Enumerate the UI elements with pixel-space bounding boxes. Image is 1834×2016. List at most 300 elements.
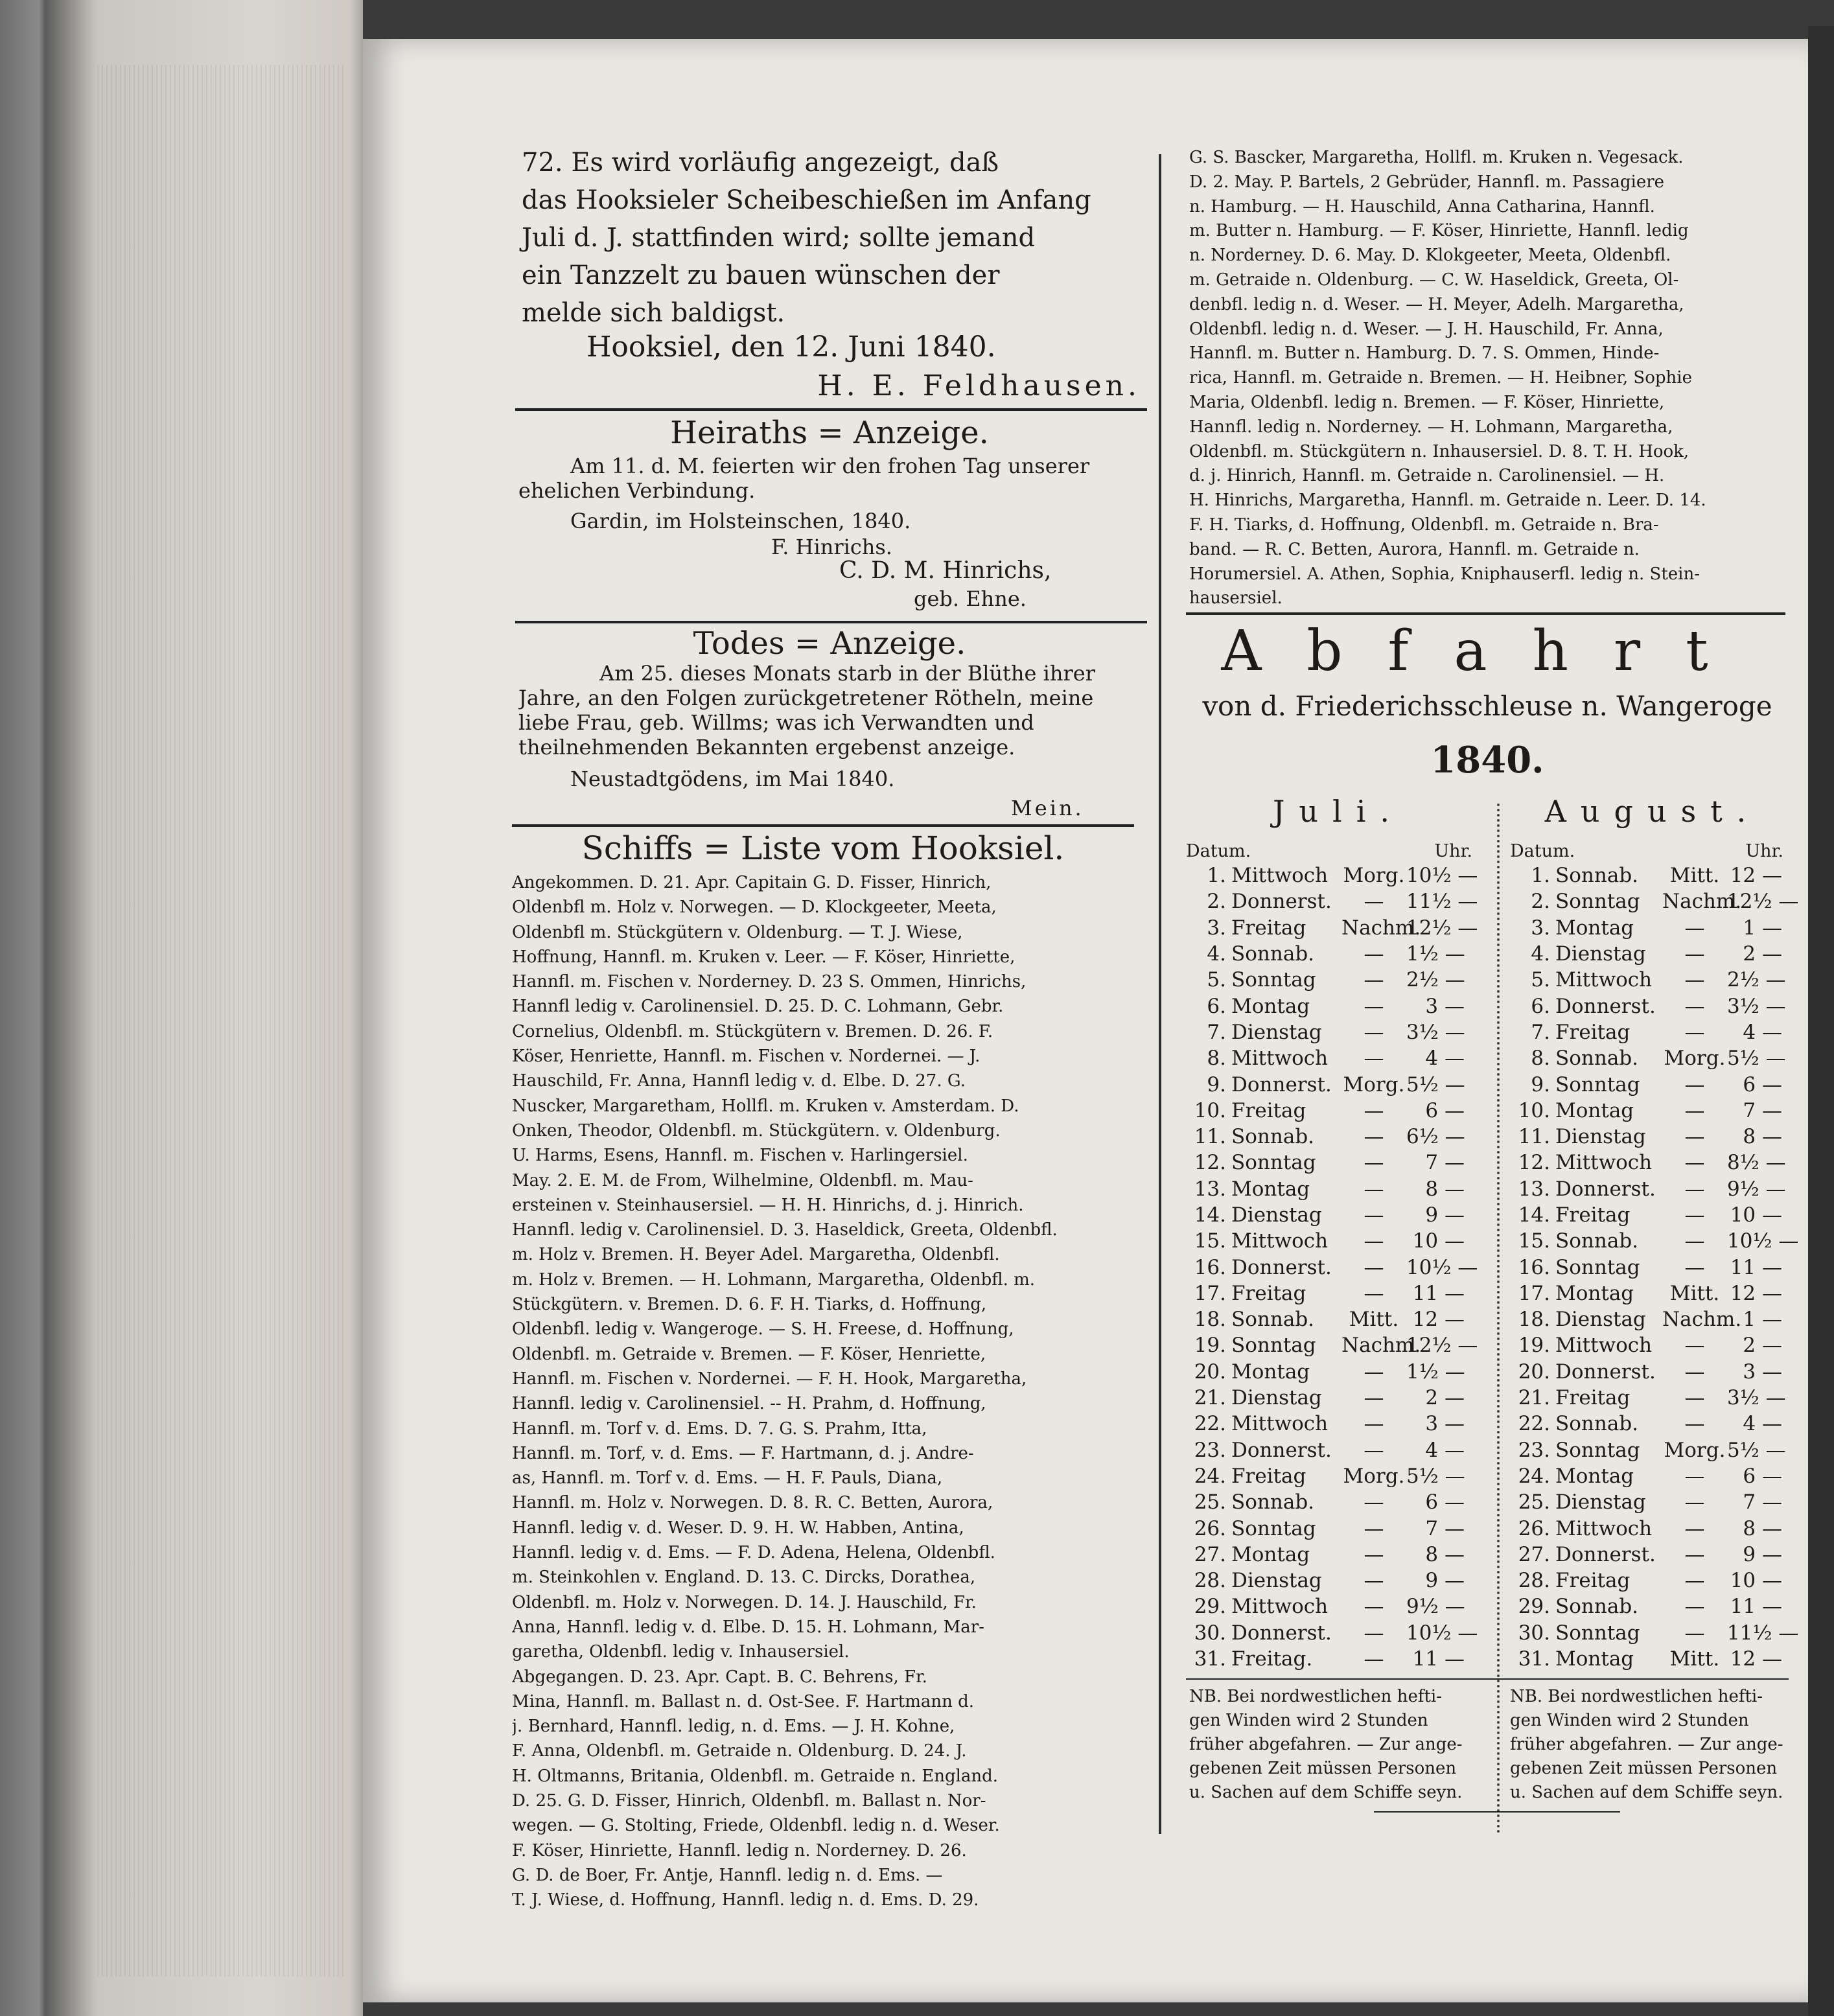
row-hour: 7 —	[1425, 1151, 1465, 1175]
row-hour: 6 —	[1743, 1464, 1782, 1488]
row-date-number: 18.	[1518, 1308, 1550, 1332]
row-time-of-day: —	[1364, 1125, 1384, 1149]
row-date-number: 20.	[1194, 1360, 1226, 1384]
row-time-of-day: —	[1684, 1516, 1705, 1540]
row-date-number: 19.	[1518, 1334, 1550, 1358]
row-hour: 10½ —	[1727, 1229, 1799, 1253]
table-row	[1510, 1071, 1795, 1097]
row-date-number: 27.	[1194, 1542, 1226, 1566]
ship-list-line: Hannfl. ledig v. d. Ems. — F. D. Adena, Helena, Oldenbfl.	[512, 1543, 995, 1563]
row-date-number: 25.	[1194, 1490, 1226, 1514]
row-date-number: 30.	[1194, 1621, 1226, 1645]
table-row	[1186, 1437, 1491, 1463]
ship-list-line: Stückgütern. v. Bremen. D. 6. F. H. Tiarks, d. Hoffnung,	[512, 1295, 987, 1315]
row-hour: 6 —	[1743, 1072, 1782, 1096]
table-row	[1510, 1385, 1795, 1411]
table-row	[1186, 1463, 1491, 1489]
row-date-number: 12.	[1518, 1151, 1550, 1175]
notice-72-date: Hooksiel, den 12. Juni 1840.	[586, 330, 996, 364]
row-weekday: Sonnab.	[1231, 942, 1315, 966]
nb-line: NB. Bei nordwestlichen hefti-	[1189, 1687, 1442, 1706]
row-hour: 11 —	[1730, 1595, 1782, 1619]
text-line: Jahre, an den Folgen zurückgetretener Rötheln, meine	[518, 686, 1094, 710]
row-time-of-day: —	[1684, 1098, 1705, 1122]
table-row	[1186, 1071, 1491, 1097]
row-weekday: Donnerst.	[1555, 1360, 1656, 1384]
table-row	[1186, 1385, 1491, 1411]
row-weekday: Freitag	[1231, 1281, 1306, 1305]
table-header	[1186, 839, 1491, 863]
row-time-of-day: —	[1684, 1621, 1705, 1645]
row-date-number: 21.	[1518, 1386, 1550, 1410]
row-weekday: Mittwoch	[1231, 1229, 1329, 1253]
ship-list-line: m. Getraide n. Oldenburg. — C. W. Haseldick, Greeta, Ol-	[1189, 270, 1679, 290]
row-weekday: Montag	[1555, 1647, 1634, 1671]
abfahrt-title: Abfahrt	[1221, 619, 1754, 684]
row-hour: 10 —	[1412, 1229, 1465, 1253]
row-hour: 2½ —	[1406, 968, 1465, 992]
row-time-of-day: —	[1684, 1490, 1705, 1514]
row-hour: 12 —	[1730, 864, 1782, 888]
nb-line: früher abgefahren. — Zur ange-	[1189, 1735, 1463, 1754]
row-weekday: Dienstag	[1555, 1125, 1646, 1149]
text-line: theilnehmenden Bekannten ergebenst anzeige.	[518, 735, 1016, 759]
row-time-of-day: Morg.	[1343, 864, 1405, 888]
table-row	[1186, 1306, 1491, 1332]
table-row	[1510, 1411, 1795, 1437]
row-hour: 4 —	[1743, 1412, 1782, 1436]
row-hour: 11½ —	[1727, 1621, 1799, 1645]
row-weekday: Sonnab.	[1555, 864, 1639, 888]
row-weekday: Mittwoch	[1231, 1412, 1329, 1436]
schiffs-heading: Schiffs = Liste vom Hooksiel.	[581, 829, 1065, 867]
section-rule	[512, 824, 1134, 827]
header-datum: Datum.	[1510, 840, 1575, 861]
ship-list-line: Maria, Oldenbfl. ledig n. Bremen. — F. Köser, Hinriette,	[1189, 392, 1665, 412]
row-weekday: Sonntag	[1231, 968, 1316, 992]
table-row	[1510, 1019, 1795, 1045]
row-hour: 9 —	[1425, 1203, 1465, 1227]
row-weekday: Sonnab.	[1231, 1490, 1315, 1514]
table-row	[1510, 1646, 1795, 1672]
heiraths-place: Gardin, im Holsteinschen, 1840.	[570, 509, 911, 533]
ship-list-line: Köser, Henriette, Hannfl. m. Fischen v. Nordernei. — J.	[512, 1047, 981, 1067]
table-row	[1510, 1202, 1795, 1228]
row-time-of-day: —	[1364, 1412, 1384, 1436]
row-time-of-day: —	[1364, 1020, 1384, 1044]
section-rule	[1186, 1678, 1789, 1680]
row-weekday: Montag	[1555, 1098, 1634, 1122]
ship-list-line: Hannfl. m. Fischen v. Norderney. D. 23 S. Ommen, Hinrichs,	[512, 972, 1027, 992]
notice-line: 72. Es wird vorläufig angezeigt, daß	[522, 148, 999, 178]
table-row	[1510, 1542, 1795, 1568]
row-time-of-day: Mitt.	[1349, 1308, 1399, 1332]
row-weekday: Freitag	[1555, 1020, 1631, 1044]
row-date-number: 24.	[1194, 1464, 1226, 1488]
row-weekday: Montag	[1231, 1177, 1310, 1201]
row-time-of-day: —	[1684, 1569, 1705, 1593]
ship-list-line: Hannfl. m. Butter n. Hamburg. D. 7. S. Ommen, Hinde-	[1189, 343, 1660, 364]
row-hour: 12 —	[1730, 1281, 1782, 1305]
row-weekday: Sonnab.	[1555, 1412, 1639, 1436]
schedule-july	[1186, 794, 1491, 1672]
row-weekday: Donnerst.	[1555, 1177, 1656, 1201]
ship-list-line: Cornelius, Oldenbfl. m. Stückgütern v. Bremen. D. 26. F.	[512, 1021, 993, 1041]
row-weekday: Freitag	[1555, 1386, 1631, 1410]
row-time-of-day: —	[1684, 1464, 1705, 1488]
row-time-of-day: Mitt.	[1669, 864, 1720, 888]
row-weekday: Freitag	[1231, 916, 1306, 940]
row-date-number: 15.	[1194, 1229, 1226, 1253]
table-row	[1186, 1098, 1491, 1124]
row-date-number: 17.	[1518, 1281, 1550, 1305]
row-weekday: Mittwoch	[1231, 1047, 1329, 1071]
row-date-number: 26.	[1518, 1516, 1550, 1540]
row-date-number: 6.	[1531, 994, 1550, 1018]
ship-list-line: m. Butter n. Hamburg. — F. Köser, Hinriette, Hannfl. ledig	[1189, 221, 1689, 241]
table-row	[1186, 1332, 1491, 1358]
row-hour: 2 —	[1425, 1386, 1465, 1410]
row-date-number: 22.	[1518, 1412, 1550, 1436]
row-date-number: 19.	[1194, 1334, 1226, 1358]
row-hour: 4 —	[1425, 1047, 1465, 1071]
table-row	[1186, 1202, 1491, 1228]
nb-line: gebenen Zeit müssen Personen	[1510, 1759, 1778, 1778]
table-row	[1510, 863, 1795, 888]
row-date-number: 1.	[1207, 864, 1226, 888]
notice-72-signature: H. E. Feldhausen.	[817, 369, 1141, 402]
table-row	[1510, 1150, 1795, 1176]
ship-list-line: m. Holz v. Bremen. H. Beyer Adel. Margaretha, Oldenbfl.	[512, 1245, 1000, 1265]
table-row	[1186, 1150, 1491, 1176]
table-row	[1186, 967, 1491, 993]
ship-list-line: Oldenbfl m. Holz v. Norwegen. — D. Klockgeeter, Meeta,	[512, 898, 997, 918]
row-hour: 2 —	[1743, 1334, 1782, 1358]
row-hour: 10½ —	[1406, 1621, 1478, 1645]
row-date-number: 29.	[1194, 1595, 1226, 1619]
row-weekday: Dienstag	[1231, 1386, 1322, 1410]
heiraths-text	[518, 454, 1147, 503]
row-time-of-day: —	[1684, 1229, 1705, 1253]
row-time-of-day: —	[1364, 968, 1384, 992]
row-weekday: Donnerst.	[1231, 1621, 1332, 1645]
nb-line: gen Winden wird 2 Stunden	[1189, 1711, 1428, 1730]
ship-list-line: Hannfl ledig v. Carolinensiel. D. 25. D. C. Lohmann, Gebr.	[512, 997, 1004, 1017]
row-hour: 10½ —	[1406, 864, 1478, 888]
row-weekday: Sonntag	[1555, 1255, 1640, 1279]
row-weekday: Mittwoch	[1555, 968, 1653, 992]
table-row	[1510, 1280, 1795, 1306]
ship-list-line: hausersiel.	[1189, 588, 1283, 608]
ship-list-line: Hannfl. m. Torf, v. d. Ems. — F. Hartmann, d. j. Andre-	[512, 1443, 974, 1463]
abfahrt-subtitle: von d. Friederichsschleuse n. Wangeroge	[1202, 690, 1772, 722]
notice-72	[522, 144, 1147, 332]
ship-list-line: wegen. — G. Stolting, Friede, Oldenbfl. ledig n. d. Weser.	[512, 1816, 1000, 1836]
nb-line: u. Sachen auf dem Schiffe seyn.	[1510, 1783, 1783, 1802]
ship-list-line: Oldenbfl. ledig n. d. Weser. — J. H. Hauschild, Fr. Anna,	[1189, 319, 1664, 339]
ship-list-line: ersteinen v. Steinhausersiel. — H. H. Hinrichs, d. j. Hinrich.	[512, 1195, 1024, 1215]
text-line: Am 25. dieses Monats starb in der Blüthe ihrer	[599, 661, 1095, 686]
row-time-of-day: —	[1364, 1098, 1384, 1122]
section-rule	[515, 621, 1147, 623]
ship-list-line: Nuscker, Margaretham, Hollfl. m. Kruken v. Amsterdam. D.	[512, 1096, 1019, 1116]
row-weekday: Freitag	[1555, 1203, 1631, 1227]
row-time-of-day: Morg.	[1343, 1072, 1405, 1096]
table-row	[1510, 1359, 1795, 1385]
row-time-of-day: Morg.	[1664, 1438, 1726, 1462]
ship-list-line: D. 2. May. P. Bartels, 2 Gebrüder, Hannfl. m. Passagiere	[1189, 172, 1665, 192]
table-row	[1510, 915, 1795, 941]
table-row	[1510, 967, 1795, 993]
ship-list-line: H. Hinrichs, Margaretha, Hannfl. m. Getraide n. Leer. D. 14.	[1189, 491, 1706, 511]
table-row	[1510, 993, 1795, 1019]
row-date-number: 31.	[1194, 1647, 1226, 1671]
row-hour: 5½ —	[1727, 1438, 1786, 1462]
row-hour: 8 —	[1425, 1177, 1465, 1201]
text-line: Am 11. d. M. feierten wir den frohen Tag unserer	[570, 454, 1090, 478]
table-row	[1510, 1124, 1795, 1150]
row-weekday: Mittwoch	[1231, 864, 1329, 888]
table-row	[1186, 1254, 1491, 1280]
table-row	[1510, 888, 1799, 914]
table-row	[1186, 1411, 1491, 1437]
row-time-of-day: —	[1364, 1595, 1384, 1619]
row-weekday: Dienstag	[1555, 1308, 1646, 1332]
row-date-number: 1.	[1531, 864, 1550, 888]
row-time-of-day: —	[1684, 1595, 1705, 1619]
text-line: liebe Frau, geb. Willms; was ich Verwandten und	[518, 710, 1034, 735]
table-row	[1510, 1228, 1799, 1254]
row-weekday: Freitag	[1555, 1569, 1631, 1593]
ship-list-line: Hannfl. ledig n. Norderney. — H. Lohmann, Margaretha,	[1189, 417, 1673, 437]
row-time-of-day: —	[1684, 968, 1705, 992]
row-time-of-day: —	[1684, 1203, 1705, 1227]
row-date-number: 4.	[1531, 942, 1550, 966]
row-date-number: 30.	[1518, 1621, 1550, 1645]
row-date-number: 21.	[1194, 1386, 1226, 1410]
row-hour: 3½ —	[1727, 1386, 1786, 1410]
row-date-number: 2.	[1207, 890, 1226, 914]
row-date-number: 7.	[1207, 1020, 1226, 1044]
column-divider	[1159, 154, 1161, 1834]
table-row	[1510, 1254, 1795, 1280]
ship-list-line: band. — R. C. Betten, Aurora, Hannfl. m. Getraide n.	[1189, 539, 1640, 559]
notice-line: das Hooksieler Scheibeschießen im Anfang	[522, 185, 1091, 215]
heiraths-heading: Heiraths = Anzeige.	[670, 415, 989, 451]
row-date-number: 4.	[1207, 942, 1226, 966]
ship-list-line: Horumersiel. A. Athen, Sophia, Kniphauserfl. ledig n. Stein-	[1189, 564, 1701, 584]
abfahrt-year: 1840.	[1430, 739, 1544, 782]
row-hour: 9½ —	[1406, 1595, 1465, 1619]
ship-list-line: Hannfl. ledig v. Carolinensiel. -- H. Prahm, d. Hoffnung,	[512, 1394, 986, 1414]
table-row	[1186, 993, 1491, 1019]
row-date-number: 26.	[1194, 1516, 1226, 1540]
row-time-of-day: —	[1364, 942, 1384, 966]
row-hour: 6 —	[1425, 1098, 1465, 1122]
row-weekday: Montag	[1555, 1281, 1634, 1305]
table-row	[1510, 1332, 1795, 1358]
row-weekday: Sonntag	[1231, 1334, 1316, 1358]
row-hour: 7 —	[1425, 1516, 1465, 1540]
header-uhr: Uhr.	[1434, 840, 1472, 861]
row-hour: 5½ —	[1727, 1047, 1786, 1071]
row-weekday: Montag	[1555, 916, 1634, 940]
section-rule	[1186, 612, 1785, 615]
row-weekday: Sonnab.	[1231, 1125, 1315, 1149]
month-heading: August.	[1544, 794, 1761, 829]
row-weekday: Sonnab.	[1555, 1595, 1639, 1619]
row-hour: 11½ —	[1406, 890, 1478, 914]
ship-list-line: Oldenbfl. ledig v. Wangeroge. — S. H. Freese, d. Hoffnung,	[512, 1319, 1014, 1339]
row-date-number: 14.	[1194, 1203, 1226, 1227]
row-date-number: 23.	[1518, 1438, 1550, 1462]
row-weekday: Sonntag	[1555, 1621, 1640, 1645]
nb-note-august	[1510, 1685, 1795, 1805]
next-page-edge	[1808, 26, 1834, 2016]
row-date-number: 22.	[1194, 1412, 1226, 1436]
heiraths-sign-3: geb. Ehne.	[914, 586, 1027, 611]
row-time-of-day: —	[1684, 1125, 1705, 1149]
row-time-of-day: —	[1364, 1229, 1384, 1253]
notice-line: melde sich baldigst.	[522, 298, 785, 328]
row-hour: 9½ —	[1727, 1177, 1786, 1201]
row-date-number: 13.	[1194, 1177, 1226, 1201]
todes-text	[518, 661, 1147, 759]
table-row	[1186, 1515, 1491, 1541]
table-row	[1510, 1045, 1795, 1071]
row-hour: 9 —	[1425, 1569, 1465, 1593]
row-weekday: Mittwoch	[1555, 1334, 1653, 1358]
table-row	[1186, 1019, 1491, 1045]
ship-list-line: d. j. Hinrich, Hannfl. m. Getraide n. Carolinensiel. — H.	[1189, 466, 1665, 486]
ship-list-line: n. Hamburg. — H. Hauschild, Anna Catharina, Hannfl.	[1189, 196, 1655, 216]
row-weekday: Sonntag	[1555, 890, 1640, 914]
row-hour: 3½ —	[1406, 1020, 1465, 1044]
row-weekday: Freitag	[1231, 1098, 1306, 1122]
row-date-number: 8.	[1531, 1047, 1550, 1071]
table-row	[1510, 1437, 1795, 1463]
row-hour: 12½ —	[1406, 1334, 1478, 1358]
row-hour: 1 —	[1743, 916, 1782, 940]
ship-list-line: Oldenbfl. m. Stückgütern n. Inhausersiel. D. 8. T. H. Hook,	[1189, 441, 1689, 461]
ship-list-line: T. J. Wiese, d. Hoffnung, Hannfl. ledig n. d. Ems. D. 29.	[512, 1890, 979, 1910]
ship-list-line: Hannfl. m. Holz v. Norwegen. D. 8. R. C. Betten, Aurora,	[512, 1493, 993, 1513]
row-weekday: Montag	[1555, 1464, 1634, 1488]
row-date-number: 11.	[1518, 1125, 1550, 1149]
nb-note-july	[1189, 1685, 1494, 1805]
row-weekday: Sonnab.	[1231, 1308, 1315, 1332]
ship-list-line: denbfl. ledig n. d. Weser. — H. Meyer, Adelh. Margaretha,	[1189, 294, 1684, 314]
row-hour: 12 —	[1730, 1647, 1782, 1671]
ship-list-line: Hannfl. m. Fischen v. Nordernei. — F. H. Hook, Margaretha,	[512, 1369, 1027, 1389]
row-weekday: Mittwoch	[1555, 1516, 1653, 1540]
section-rule	[515, 408, 1147, 411]
table-row	[1186, 1542, 1491, 1568]
row-date-number: 11.	[1194, 1125, 1226, 1149]
row-hour: 11 —	[1730, 1255, 1782, 1279]
row-time-of-day: —	[1364, 1177, 1384, 1201]
row-time-of-day: —	[1684, 1072, 1705, 1096]
row-time-of-day: —	[1684, 1151, 1705, 1175]
ship-list-line: G. D. de Boer, Fr. Antje, Hannfl. ledig n. d. Ems. —	[512, 1865, 943, 1885]
row-time-of-day: —	[1684, 1255, 1705, 1279]
row-hour: 5½ —	[1406, 1464, 1465, 1488]
row-time-of-day: —	[1364, 1281, 1384, 1305]
table-row	[1186, 1359, 1491, 1385]
row-date-number: 3.	[1207, 916, 1226, 940]
row-weekday: Sonntag	[1231, 1151, 1316, 1175]
row-time-of-day: —	[1684, 1412, 1705, 1436]
row-date-number: 6.	[1207, 994, 1226, 1018]
row-time-of-day: —	[1364, 1490, 1384, 1514]
row-time-of-day: —	[1364, 890, 1384, 914]
month-heading: Juli.	[1272, 794, 1404, 829]
table-row	[1510, 1098, 1795, 1124]
row-date-number: 20.	[1518, 1360, 1550, 1384]
table-row	[1186, 888, 1491, 914]
row-hour: 10½ —	[1406, 1255, 1478, 1279]
ship-list-line: Hannfl. m. Torf v. d. Ems. D. 7. G. S. Prahm, Itta,	[512, 1419, 927, 1439]
ship-list-line: Onken, Theodor, Oldenbfl. m. Stückgütern. v. Oldenburg.	[512, 1120, 1001, 1141]
table-row	[1186, 915, 1491, 941]
row-hour: 6 —	[1425, 1490, 1465, 1514]
ship-list-line: F. Köser, Hinriette, Hannfl. ledig n. Norderney. D. 26.	[512, 1840, 967, 1860]
row-hour: 2½ —	[1727, 968, 1786, 992]
heiraths-sign-2: C. D. M. Hinrichs,	[839, 557, 1052, 584]
row-weekday: Donnerst.	[1555, 1542, 1656, 1566]
table-row	[1510, 1515, 1795, 1541]
ship-list-line: rica, Hannfl. m. Getraide n. Bremen. — H. Heibner, Sophie	[1189, 368, 1692, 388]
row-date-number: 9.	[1207, 1072, 1226, 1096]
row-hour: 3½ —	[1727, 994, 1786, 1018]
row-time-of-day: —	[1364, 1203, 1384, 1227]
ship-list-line: m. Steinkohlen v. England. D. 13. C. Dircks, Dorathea,	[512, 1568, 976, 1588]
row-weekday: Sonntag	[1555, 1438, 1640, 1462]
row-date-number: 10.	[1518, 1098, 1550, 1122]
header-datum: Datum.	[1186, 840, 1251, 861]
row-date-number: 28.	[1194, 1569, 1226, 1593]
ship-list-line: Oldenbfl. m. Holz v. Norwegen. D. 14. J. Hauschild, Fr.	[512, 1592, 977, 1612]
row-date-number: 28.	[1518, 1569, 1550, 1593]
row-hour: 8 —	[1743, 1125, 1782, 1149]
table-row	[1186, 1280, 1491, 1306]
row-weekday: Sonntag	[1231, 1516, 1316, 1540]
row-time-of-day: —	[1364, 1047, 1384, 1071]
table-row	[1186, 1593, 1491, 1619]
nb-line: gen Winden wird 2 Stunden	[1510, 1711, 1749, 1730]
todes-sign: Mein.	[1011, 796, 1084, 820]
row-date-number: 18.	[1194, 1308, 1226, 1332]
row-time-of-day: —	[1684, 916, 1705, 940]
table-row	[1510, 941, 1795, 967]
row-date-number: 17.	[1194, 1281, 1226, 1305]
row-hour: 8 —	[1425, 1542, 1465, 1566]
ship-list-line: F. H. Tiarks, d. Hoffnung, Oldenbfl. m. Getraide n. Bra-	[1189, 515, 1659, 535]
table-row	[1186, 1620, 1491, 1646]
row-weekday: Montag	[1231, 1360, 1310, 1384]
row-weekday: Donnerst.	[1231, 890, 1332, 914]
row-time-of-day: —	[1364, 1438, 1384, 1462]
table-row	[1510, 1306, 1795, 1332]
row-weekday: Donnerst.	[1231, 1072, 1332, 1096]
row-date-number: 12.	[1194, 1151, 1226, 1175]
table-row	[1186, 863, 1491, 888]
row-weekday: Mittwoch	[1555, 1151, 1653, 1175]
row-hour: 2 —	[1743, 942, 1782, 966]
nb-line: NB. Bei nordwestlichen hefti-	[1510, 1687, 1763, 1706]
row-time-of-day: Morg.	[1664, 1047, 1726, 1071]
row-date-number: 7.	[1531, 1020, 1550, 1044]
